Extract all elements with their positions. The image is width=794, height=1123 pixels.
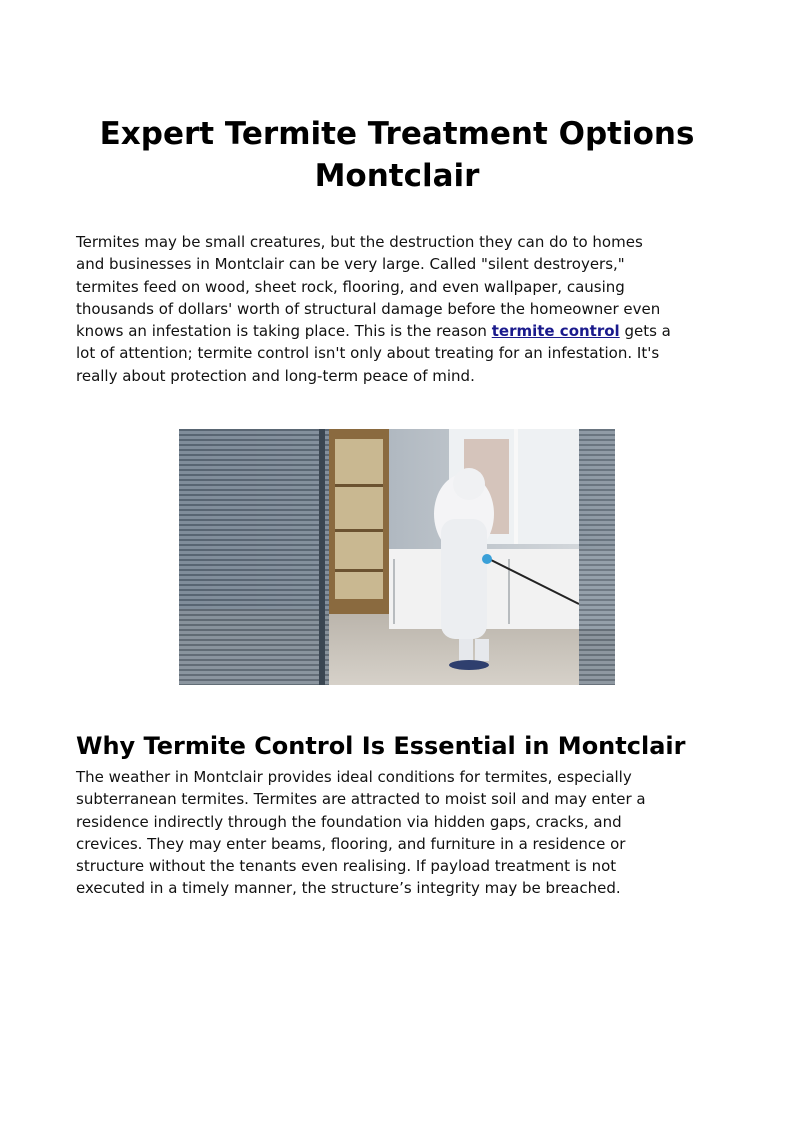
text-line: Termites may be small creatures, but the destruction they can do to homes xyxy=(76,233,643,251)
text-line: The weather in Montclair provides ideal conditions for termites, especially xyxy=(76,768,632,786)
text-line: executed in a timely manner, the structure’s integrity may be breached. xyxy=(76,879,621,898)
text-line: structure without the tenants even realising. If payload treatment is not xyxy=(76,857,617,876)
photo-illustration xyxy=(179,429,615,685)
title-line: Expert Termite Treatment Options xyxy=(99,116,695,152)
termite-treatment-photo xyxy=(179,429,615,685)
text-segment: knows an infestation is taking place. This is the reason xyxy=(76,322,492,341)
text-line: residence indirectly through the foundation via hidden gaps, cracks, and xyxy=(76,812,622,831)
section-heading: Why Termite Control Is Essential in Montclair xyxy=(76,732,686,760)
text-line: really about protection and long-term peace of mind. xyxy=(76,366,475,385)
text-line: subterranean termites. Termites are attracted to moist soil and may enter a xyxy=(76,790,646,809)
text-line: termites feed on wood, sheet rock, flooring, and even wallpaper, causing xyxy=(76,277,625,296)
termite-control-link[interactable]: termite control xyxy=(491,322,620,341)
text-line: crevices. They may enter beams, flooring, and furniture in a residence or xyxy=(76,834,626,853)
text-line xyxy=(76,320,726,342)
text-line: lot of attention; termite control isn't only about treating for an infestation. It's xyxy=(76,344,660,363)
text-line: and businesses in Montclair can be very large. Called "silent destroyers," xyxy=(76,255,625,274)
text-segment: gets a xyxy=(619,322,671,341)
intro-paragraph xyxy=(76,231,726,387)
section-paragraph xyxy=(76,766,726,900)
page-title xyxy=(0,113,794,197)
text-line: thousands of dollars' worth of structural damage before the homeowner even xyxy=(76,299,661,318)
title-line: Montclair xyxy=(314,158,480,194)
